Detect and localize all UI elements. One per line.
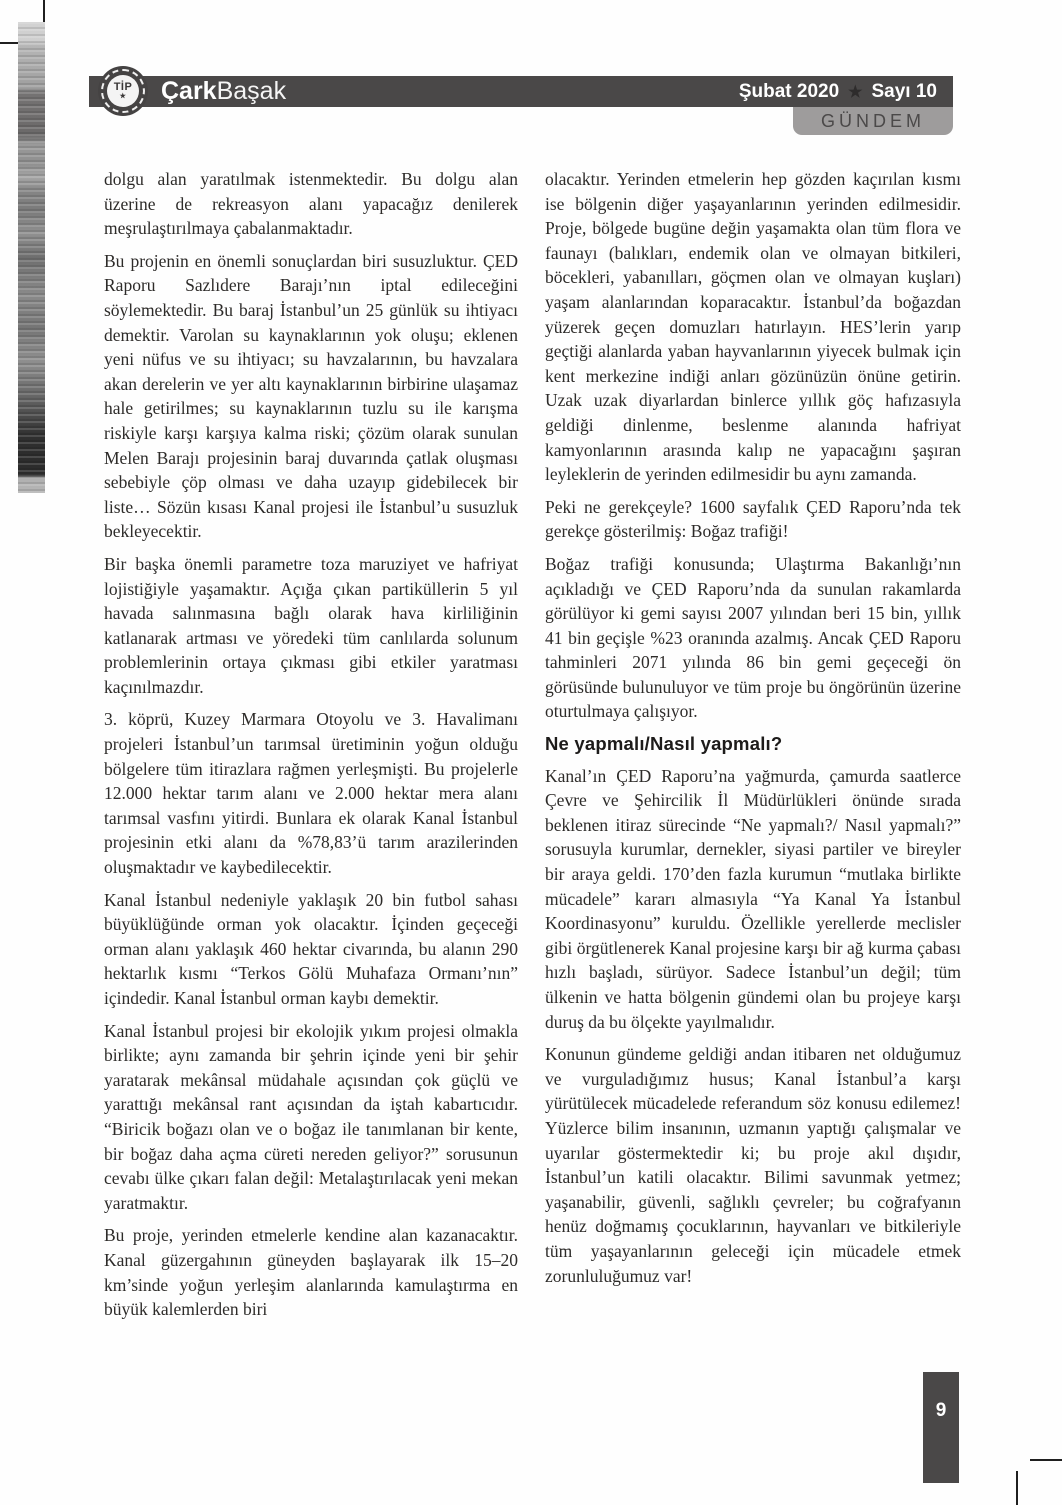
crop-mark-bottom-right-vertical: [1016, 1471, 1018, 1505]
page-number: 9: [923, 1372, 959, 1483]
star-icon: ★: [848, 83, 863, 101]
issue-date: Şubat 2020: [738, 80, 840, 102]
section-heading: Ne yapmalı/Nasıl yapmalı?: [545, 733, 783, 755]
wordmark-bold-part: Çark: [161, 77, 217, 105]
right-column: [545, 167, 961, 1330]
paragraph: Kanal İstanbul nedeniyle yaklaşık 20 bin futbol sahası büyüklüğünde orman yok olacaktır. İçinden geçeceği orman alanı yaklaşık 460 hektar civarında, bu alanın 290 hektarlık kısmı “Terkos Gölü Muhafaza Ormanı’nın” içindedir. Kanal İstanbul orman kaybı demektir.: [104, 889, 518, 1008]
issue-info: [739, 81, 953, 103]
wordmark-light-part: Başak: [216, 77, 287, 105]
paragraph: Kanal İstanbul projesi bir ekolojik yıkım projesi olmakla birlikte; aynı zamanda bir şehrin içinde yeni bir şehir yaratarak mekânsal müdahale açısından çok güçlü ve yarattığı mekânsal rant açısından da iştah kabartıcıdır. “Biricik boğazı olan ve o boğaz ile tanımlanan bir kente, bir boğaz daha açma cüreti nereden geliyor?” sorusunun cevabı ülke çıkarı falan değil: Metalaştırılacak yeni mekan yaratmaktır.: [104, 1020, 518, 1213]
logo-star-icon: ★: [119, 93, 127, 100]
section-badge: GÜNDEM: [793, 107, 953, 135]
paragraph: Konunun gündeme geldiği andan itibaren net olduğumuz ve vurguladığımız husus; Kanal İstanbul’a karşı yürütülecek mücadelede referandum söz konusu edilemez! Yüzlerce bilim insanının, uzmanın yaptığı çalışmalar ve uyarılar göstermektedir ki; bu proje akıl dışıdır, İstanbul’un katili olacaktır. Bilimi savunmak yetmez; yaşanabilir, güvenli, sağlıklı çevreler; bu coğrafyanın henüz doğmamış çocuklarının, hayvanları ve bitkileriyle tüm yaşayanlarının geleceği için mücadele etmek zorunluluğumuz var!: [545, 1044, 961, 1286]
paragraph: dolgu alan yaratılmak istenmektedir. Bu dolgu alan üzerine de rekreasyon alanı yapacağız denilerek meşrulaştırılmaya çabalanmaktadır.: [104, 169, 518, 239]
tip-party-logo: [98, 66, 148, 116]
article-body: [104, 167, 961, 1330]
left-photo-strip: [18, 22, 45, 493]
paragraph: Boğaz trafiği konusunda; Ulaştırma Bakanlığı’nın açıkladığı ve ÇED Raporu’nda da sunulan rakamlarda görülüyor ki gemi sayısı 2007 yılından beri 15 bin, yıllık 41 bin geçişle %23 oranında azalmış. Ancak ÇED Raporu tahminleri 2071 yılında 86 bin gemi geçeceği ön görüsünde bulunuluyor ve tüm proje bu öngörünün üzerine oturtulmaya çalışıyor.: [545, 553, 961, 722]
paragraph: olacaktır. Yerinden etmelerin hep gözden kaçırılan kısmı ise bölgenin diğer yaşayanlarının yerinden edilmesidir. Proje, bölgede bugüne değin yaşamakta olan tüm flora ve faunayı (balıkları, endemik olan ve olmayan bitkileri, böcekleri, yabanılları, göçmen olan ve olmayan kuşları) yaşam alanlarından koparacaktır. İstanbul’da boğazdan yüzerek geçen domuzları hatırlayın. HES’lerin yarıp geçtiği alanlarda yaban hayvanlarının yiyecek bulmak için kent merkezine indiği anları gözünüzün önüne getirin. Uzak uzak diyarlardan binlerce yıllık göç hafızasıyla geldiği dinlenme, beslenme alanında hafriyat kamyonlarının arasında kalıp ne yapacağını şaşıran leyleklerin de yerinden edilmesidir bu aynı zamanda.: [545, 169, 961, 485]
left-column: [104, 167, 518, 1330]
paragraph: Kanal’ın ÇED Raporu’na yağmurda, çamurda saatlerce Çevre ve Şehircilik İl Müdürlükleri önünde sırada beklenen itiraz sürecinde “Ne yapmalı?/ Nasıl yapmalı?” sorusuyla kurumlar, dernekler, siyasi partiler ve bireyler bir araya geldi. 170’den fazla kurumun “mutlaka birlikte mücadele” kararı almasıyla “Ya Kanal Ya İstanbul Koordinasyonu” kuruldu. Özellikle yerellerde meclisler gibi örgütlenerek Kanal projesine karşı bir ağ kurma çabası hızlı başladı, sürüyor. Sadece İstanbul’un değil; tüm ülkenin ve hatta bölgenin gündemi olan bu projeye karşı duruş da bu ölçekte yayılmalıdır.: [545, 765, 961, 1032]
logo-text: TİP: [113, 81, 133, 93]
crop-mark-bottom-right-horizontal: [1030, 1459, 1062, 1461]
paragraph: 3. köprü, Kuzey Marmara Otoyolu ve 3. Havalimanı projeleri İstanbul’un tarımsal üretiminin yoğun olduğu bölgelere tüm itirazlara rağmen yerleşmişti. Bu projelerle 12.000 hektar tarım alanı ve 2.000 hektar mera alanı tarımsal vasfını yitirdi. Bunlara ek olarak Kanal İstanbul projesinin etki alanı da %78,83’ü tarım arazilerinden oluşmaktadır ve kaybedilecektir.: [104, 709, 518, 878]
magazine-wordmark: [161, 79, 286, 104]
issue-number: Sayı 10: [871, 80, 937, 102]
paragraph: Peki ne gerekçeyle? 1600 sayfalık ÇED Raporu’nda tek gerekçe gösterilmiş: Boğaz trafiği!: [545, 496, 961, 542]
paragraph: Bir başka önemli parametre toza maruziyet ve hafriyat lojistiğiyle yaşamaktır. Açığa çıkan partiküllerin 5 yıl havada salınmasına bağlı olarak hava kirliliğinin katlanarak artması ve yöredeki tüm canlılarda solunum problemlerinin ortaya çıkması gibi etkiler yaratması kaçınılmazdır.: [104, 553, 518, 697]
masthead-bar: [89, 76, 953, 107]
paragraph: Bu proje, yerinden etmelerle kendine alan kazanacaktır. Kanal güzergahının güneyden başlayarak ilk 15–20 km’sinde yoğun yerleşim alanlarında kamulaştırma en büyük kalemlerden biri: [104, 1225, 518, 1320]
paragraph: Bu projenin en önemli sonuçlardan biri susuzluktur. ÇED Raporu Sazlıdere Barajı’nın iptal edileceğini söylemektedir. Bu baraj İstanbul’un 25 günlük su ihtiyacı demektir. Varolan su kaynaklarının yok oluşu; eklenen yeni nüfus ve su ihtiyacı; su havzalarının, bu havzalara akan derelerin ve yer altı kaynaklarının birbirine ulaşamaz hale getirilmes; su kaynaklarının tuzlu su ile karışma riskiyle karşı karşıya kalma riski; çözüm olarak sunulan Melen Barajı projesinin baraj duvarında çatlak oluşması sebebiyle çöp olması ve daha uzayıp gidebilecek bir liste… Sözün kısası Kanal projesi ile İstanbul’u susuzluk bekleyecektir.: [104, 250, 518, 542]
